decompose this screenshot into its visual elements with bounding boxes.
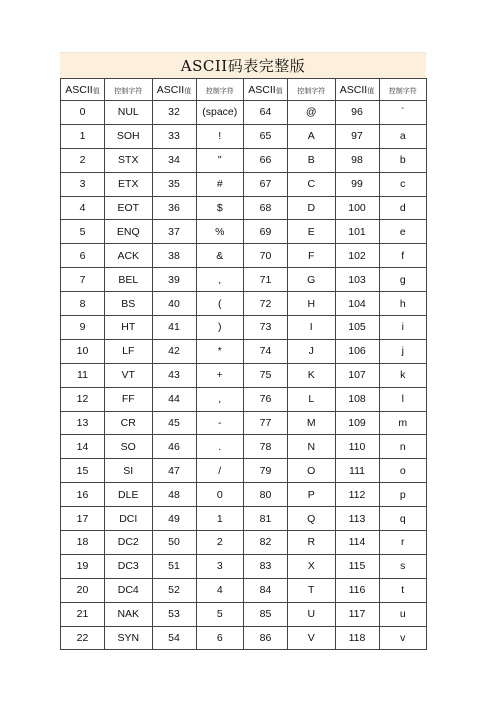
- char-cell: h: [379, 292, 427, 316]
- header-main-label: ASCII: [248, 83, 276, 96]
- char-cell: `: [379, 101, 427, 125]
- char-cell: C: [288, 172, 336, 196]
- char-cell: DCI: [105, 507, 153, 531]
- ascii-code-cell: 75: [244, 363, 288, 387]
- ascii-table-body: [61, 101, 427, 650]
- header-sub-label: 值: [92, 86, 100, 95]
- char-cell: SO: [105, 435, 153, 459]
- ascii-code-cell: 39: [152, 268, 196, 292]
- ascii-code-cell: 35: [152, 172, 196, 196]
- ascii-code-cell: 98: [335, 148, 379, 172]
- header-ascii-value: [61, 79, 105, 101]
- header-sub-label: 值: [367, 86, 375, 95]
- ascii-code-cell: 83: [244, 554, 288, 578]
- table-row: [61, 101, 427, 125]
- char-cell: f: [379, 244, 427, 268]
- char-cell: u: [379, 602, 427, 626]
- char-cell: m: [379, 411, 427, 435]
- char-cell: 1: [196, 507, 244, 531]
- table-row: [61, 483, 427, 507]
- ascii-code-cell: 36: [152, 196, 196, 220]
- ascii-code-cell: 67: [244, 172, 288, 196]
- char-cell: o: [379, 459, 427, 483]
- table-row: [61, 602, 427, 626]
- ascii-code-cell: 114: [335, 531, 379, 555]
- char-cell: DLE: [105, 483, 153, 507]
- char-cell: ENQ: [105, 220, 153, 244]
- ascii-code-cell: 69: [244, 220, 288, 244]
- char-cell: VT: [105, 363, 153, 387]
- ascii-code-cell: 115: [335, 554, 379, 578]
- table-row: [61, 292, 427, 316]
- char-cell: B: [288, 148, 336, 172]
- table-row: [61, 244, 427, 268]
- char-cell: K: [288, 363, 336, 387]
- ascii-code-cell: 38: [152, 244, 196, 268]
- char-cell: O: [288, 459, 336, 483]
- ascii-code-cell: 110: [335, 435, 379, 459]
- ascii-code-cell: 100: [335, 196, 379, 220]
- ascii-code-cell: 101: [335, 220, 379, 244]
- char-cell: /: [196, 459, 244, 483]
- char-cell: !: [196, 124, 244, 148]
- ascii-code-cell: 21: [61, 602, 105, 626]
- ascii-code-cell: 7: [61, 268, 105, 292]
- char-cell: Q: [288, 507, 336, 531]
- table-row: [61, 172, 427, 196]
- header-ascii-value: [335, 79, 379, 101]
- char-cell: *: [196, 339, 244, 363]
- page-title: ASCII码表完整版: [60, 52, 426, 78]
- char-cell: U: [288, 602, 336, 626]
- char-cell: V: [288, 626, 336, 650]
- char-cell: J: [288, 339, 336, 363]
- ascii-code-cell: 47: [152, 459, 196, 483]
- char-cell: g: [379, 268, 427, 292]
- header-sub-label: 控制字符: [114, 86, 143, 95]
- ascii-code-cell: 66: [244, 148, 288, 172]
- ascii-code-cell: 1: [61, 124, 105, 148]
- ascii-code-cell: 68: [244, 196, 288, 220]
- header-control-char: [379, 79, 427, 101]
- char-cell: ,: [196, 387, 244, 411]
- char-cell: #: [196, 172, 244, 196]
- ascii-code-cell: 113: [335, 507, 379, 531]
- char-cell: %: [196, 220, 244, 244]
- table-row: [61, 316, 427, 340]
- ascii-code-cell: 45: [152, 411, 196, 435]
- table-row: [61, 220, 427, 244]
- char-cell: LF: [105, 339, 153, 363]
- header-sub-label: 值: [184, 86, 192, 95]
- ascii-code-cell: 50: [152, 531, 196, 555]
- ascii-code-cell: 48: [152, 483, 196, 507]
- char-cell: DC3: [105, 554, 153, 578]
- ascii-code-cell: 53: [152, 602, 196, 626]
- char-cell: (: [196, 292, 244, 316]
- header-ascii-value: [244, 79, 288, 101]
- ascii-code-cell: 81: [244, 507, 288, 531]
- char-cell: q: [379, 507, 427, 531]
- char-cell: L: [288, 387, 336, 411]
- ascii-code-cell: 65: [244, 124, 288, 148]
- ascii-code-cell: 8: [61, 292, 105, 316]
- char-cell: i: [379, 316, 427, 340]
- ascii-code-cell: 18: [61, 531, 105, 555]
- ascii-code-cell: 20: [61, 578, 105, 602]
- table-row: [61, 339, 427, 363]
- ascii-code-cell: 72: [244, 292, 288, 316]
- ascii-code-cell: 54: [152, 626, 196, 650]
- table-row: [61, 578, 427, 602]
- ascii-code-cell: 49: [152, 507, 196, 531]
- char-cell: DC4: [105, 578, 153, 602]
- header-main-label: ASCII: [156, 83, 185, 96]
- char-cell: F: [288, 244, 336, 268]
- char-cell: (space): [196, 101, 244, 125]
- ascii-code-cell: 80: [244, 483, 288, 507]
- ascii-code-cell: 11: [61, 363, 105, 387]
- ascii-code-cell: 22: [61, 626, 105, 650]
- char-cell: b: [379, 148, 427, 172]
- char-cell: H: [288, 292, 336, 316]
- ascii-code-cell: 13: [61, 411, 105, 435]
- ascii-code-cell: 6: [61, 244, 105, 268]
- ascii-code-cell: 14: [61, 435, 105, 459]
- char-cell: j: [379, 339, 427, 363]
- table-row: [61, 268, 427, 292]
- ascii-code-cell: 78: [244, 435, 288, 459]
- ascii-code-cell: 37: [152, 220, 196, 244]
- char-cell: c: [379, 172, 427, 196]
- char-cell: I: [288, 316, 336, 340]
- header-control-char: [288, 79, 336, 101]
- ascii-code-cell: 16: [61, 483, 105, 507]
- char-cell: r: [379, 531, 427, 555]
- ascii-code-cell: 44: [152, 387, 196, 411]
- char-cell: d: [379, 196, 427, 220]
- ascii-code-cell: 46: [152, 435, 196, 459]
- char-cell: 6: [196, 626, 244, 650]
- ascii-code-cell: 77: [244, 411, 288, 435]
- ascii-code-cell: 41: [152, 316, 196, 340]
- ascii-code-cell: 112: [335, 483, 379, 507]
- ascii-code-cell: 70: [244, 244, 288, 268]
- char-cell: .: [196, 435, 244, 459]
- table-row: [61, 531, 427, 555]
- char-cell: n: [379, 435, 427, 459]
- char-cell: ": [196, 148, 244, 172]
- char-cell: s: [379, 554, 427, 578]
- table-row: [61, 363, 427, 387]
- ascii-code-cell: 96: [335, 101, 379, 125]
- ascii-code-cell: 34: [152, 148, 196, 172]
- ascii-code-cell: 17: [61, 507, 105, 531]
- ascii-code-cell: 42: [152, 339, 196, 363]
- ascii-code-cell: 2: [61, 148, 105, 172]
- ascii-table: [60, 78, 427, 650]
- char-cell: l: [379, 387, 427, 411]
- ascii-code-cell: 43: [152, 363, 196, 387]
- char-cell: ETX: [105, 172, 153, 196]
- header-main-label: ASCII: [339, 83, 368, 96]
- header-ascii-value: [152, 79, 196, 101]
- ascii-code-cell: 0: [61, 101, 105, 125]
- char-cell: SYN: [105, 626, 153, 650]
- ascii-code-cell: 106: [335, 339, 379, 363]
- char-cell: BEL: [105, 268, 153, 292]
- char-cell: p: [379, 483, 427, 507]
- ascii-code-cell: 71: [244, 268, 288, 292]
- char-cell: a: [379, 124, 427, 148]
- ascii-code-cell: 32: [152, 101, 196, 125]
- header-sub-label: 控制字符: [205, 86, 234, 95]
- ascii-code-cell: 15: [61, 459, 105, 483]
- table-row: [61, 196, 427, 220]
- ascii-code-cell: 108: [335, 387, 379, 411]
- ascii-code-cell: 76: [244, 387, 288, 411]
- char-cell: FF: [105, 387, 153, 411]
- char-cell: R: [288, 531, 336, 555]
- ascii-code-cell: 33: [152, 124, 196, 148]
- char-cell: ,: [196, 268, 244, 292]
- ascii-code-cell: 79: [244, 459, 288, 483]
- char-cell: 4: [196, 578, 244, 602]
- header-main-label: ASCII: [65, 83, 93, 96]
- table-header-row: [61, 79, 427, 101]
- header-sub-label: 值: [275, 86, 283, 95]
- ascii-code-cell: 3: [61, 172, 105, 196]
- header-control-char: [105, 79, 153, 101]
- ascii-code-cell: 105: [335, 316, 379, 340]
- ascii-code-cell: 97: [335, 124, 379, 148]
- ascii-code-cell: 116: [335, 578, 379, 602]
- table-row: [61, 411, 427, 435]
- table-row: [61, 507, 427, 531]
- ascii-code-cell: 107: [335, 363, 379, 387]
- ascii-code-cell: 9: [61, 316, 105, 340]
- char-cell: e: [379, 220, 427, 244]
- char-cell: BS: [105, 292, 153, 316]
- table-row: [61, 124, 427, 148]
- char-cell: NUL: [105, 101, 153, 125]
- ascii-code-cell: 52: [152, 578, 196, 602]
- ascii-code-cell: 102: [335, 244, 379, 268]
- char-cell: D: [288, 196, 336, 220]
- ascii-code-cell: 111: [335, 459, 379, 483]
- char-cell: 2: [196, 531, 244, 555]
- table-row: [61, 554, 427, 578]
- char-cell: NAK: [105, 602, 153, 626]
- table-row: [61, 387, 427, 411]
- char-cell: ): [196, 316, 244, 340]
- ascii-code-cell: 19: [61, 554, 105, 578]
- char-cell: G: [288, 268, 336, 292]
- ascii-code-cell: 12: [61, 387, 105, 411]
- char-cell: 5: [196, 602, 244, 626]
- ascii-code-cell: 82: [244, 531, 288, 555]
- ascii-code-cell: 103: [335, 268, 379, 292]
- ascii-code-cell: 73: [244, 316, 288, 340]
- ascii-code-cell: 64: [244, 101, 288, 125]
- header-control-char: [196, 79, 244, 101]
- char-cell: SI: [105, 459, 153, 483]
- ascii-code-cell: 10: [61, 339, 105, 363]
- char-cell: CR: [105, 411, 153, 435]
- char-cell: &: [196, 244, 244, 268]
- ascii-code-cell: 118: [335, 626, 379, 650]
- char-cell: T: [288, 578, 336, 602]
- char-cell: 0: [196, 483, 244, 507]
- ascii-code-cell: 40: [152, 292, 196, 316]
- table-row: [61, 148, 427, 172]
- char-cell: ACK: [105, 244, 153, 268]
- char-cell: t: [379, 578, 427, 602]
- ascii-code-cell: 104: [335, 292, 379, 316]
- table-row: [61, 626, 427, 650]
- ascii-code-cell: 85: [244, 602, 288, 626]
- char-cell: $: [196, 196, 244, 220]
- char-cell: +: [196, 363, 244, 387]
- ascii-code-cell: 84: [244, 578, 288, 602]
- table-row: [61, 435, 427, 459]
- ascii-code-cell: 5: [61, 220, 105, 244]
- header-sub-label: 控制字符: [297, 86, 326, 95]
- ascii-code-cell: 4: [61, 196, 105, 220]
- char-cell: STX: [105, 148, 153, 172]
- char-cell: HT: [105, 316, 153, 340]
- char-cell: EOT: [105, 196, 153, 220]
- char-cell: 3: [196, 554, 244, 578]
- char-cell: P: [288, 483, 336, 507]
- char-cell: k: [379, 363, 427, 387]
- char-cell: v: [379, 626, 427, 650]
- char-cell: -: [196, 411, 244, 435]
- char-cell: E: [288, 220, 336, 244]
- ascii-code-cell: 86: [244, 626, 288, 650]
- char-cell: A: [288, 124, 336, 148]
- ascii-table-sheet: [60, 52, 426, 650]
- char-cell: N: [288, 435, 336, 459]
- header-sub-label: 控制字符: [388, 86, 417, 95]
- char-cell: M: [288, 411, 336, 435]
- ascii-code-cell: 99: [335, 172, 379, 196]
- char-cell: @: [288, 101, 336, 125]
- ascii-code-cell: 109: [335, 411, 379, 435]
- char-cell: SOH: [105, 124, 153, 148]
- table-row: [61, 459, 427, 483]
- ascii-code-cell: 74: [244, 339, 288, 363]
- ascii-code-cell: 117: [335, 602, 379, 626]
- char-cell: X: [288, 554, 336, 578]
- char-cell: DC2: [105, 531, 153, 555]
- ascii-code-cell: 51: [152, 554, 196, 578]
